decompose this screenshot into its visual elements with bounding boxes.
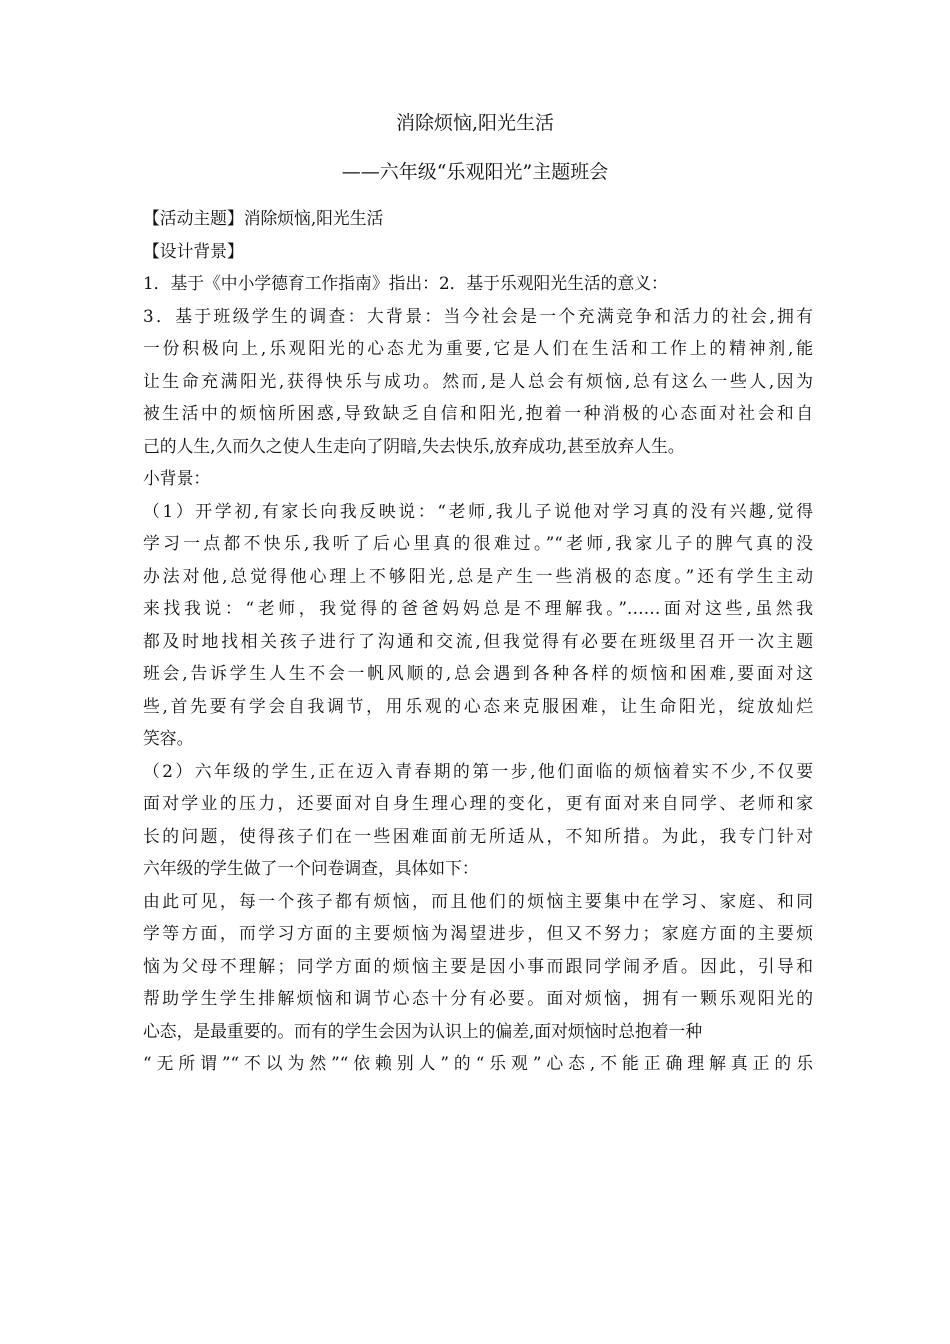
body-line: 被生活中的烦恼所困惑,导致缺乏自信和阳光,抱着一种消极的心态面对社会和自 <box>143 403 813 423</box>
body-line: 3．基于班级学生的调查：大背景：当今社会是一个充满竞争和活力的社会,拥有 <box>143 305 813 326</box>
body-line: 己的人生,久而久之使人生走向了阴暗,失去快乐,放弃成功,甚至放弃人生。 <box>143 435 685 456</box>
body-line: 学习一点都不快乐,我听了后心里真的很难过。”“老师,我家儿子的脾气真的没 <box>143 533 813 553</box>
body-line: 长的问题，使得孩子们在一些困难面前无所适从，不知所措。为此，我专门针对 <box>143 825 813 846</box>
body-line: 【活动主题】消除烦恼,阳光生活 <box>143 208 384 228</box>
document-body <box>143 202 813 1080</box>
body-line: 些,首先要有学会自我调节，用乐观的心态来克服困难，让生命阳光，绽放灿烂 <box>143 695 813 716</box>
body-line: 由此可见，每一个孩子都有烦恼，而且他们的烦恼主要集中在学习、家庭、和同 <box>143 890 813 911</box>
body-line: 学等方面，而学习方面的主要烦恼为渴望进步，但又不努力；家庭方面的主要烦 <box>143 923 813 943</box>
body-line: 办法对他,总觉得他心理上不够阳光,总是产生一些消极的态度。”还有学生主动 <box>143 565 813 586</box>
body-line: （2）六年级的学生,正在迈入青春期的第一步,他们面临的烦恼着实不少,不仅要 <box>143 760 813 781</box>
body-line: 面对学业的压力，还要面对自身生理心理的变化，更有面对来自同学、老师和家 <box>143 793 813 813</box>
body-line: 让生命充满阳光,获得快乐与成功。然而,是人总会有烦恼,总有这么一些人,因为 <box>143 370 813 391</box>
body-line: 都及时地找相关孩子进行了沟通和交流,但我觉得有必要在班级里召开一次主题 <box>143 630 813 651</box>
body-line: （1）开学初,有家长向我反映说：“老师,我儿子说他对学习真的没有兴趣,觉得 <box>143 500 813 521</box>
body-line: 来找我说：“老师，我觉得的爸爸妈妈总是不理解我。”……面对这些,虽然我 <box>143 598 813 618</box>
body-line: 笑容。 <box>143 728 194 748</box>
body-line: 班会,告诉学生人生不会一帆风顺的,总会遇到各种各样的烦恼和困难,要面对这 <box>143 663 813 683</box>
body-line: 心态，是最重要的。而有的学生会因为认识上的偏差,面对烦恼时总抱着一种 <box>143 1020 703 1041</box>
body-line: “无所谓”“不以为然”“依赖别人”的“乐观”心态,不能正确理解真正的乐 <box>143 1053 813 1073</box>
body-line: 1．基于《中小学德育工作指南》指出：2．基于乐观阳光生活的意义： <box>143 273 668 293</box>
body-line: 一份积极向上,乐观阳光的心态尤为重要,它是人们在生活和工作上的精神剂,能 <box>143 338 813 358</box>
body-line: 帮助学生学生排解烦恼和调节心态十分有必要。面对烦恼，拥有一颗乐观阳光的 <box>143 988 813 1008</box>
document-subtitle: ——六年级“乐观阳光”主题班会 <box>341 161 609 183</box>
document-title: 消除烦恼,阳光生活 <box>395 112 555 134</box>
body-line: 小背景： <box>143 468 211 488</box>
body-line: 【设计背景】 <box>143 240 244 261</box>
body-line: 恼为父母不理解；同学方面的烦恼主要是因小事而跟同学闹矛盾。因此，引导和 <box>143 955 813 976</box>
body-line: 六年级的学生做了一个问卷调查，具体如下： <box>143 858 479 878</box>
